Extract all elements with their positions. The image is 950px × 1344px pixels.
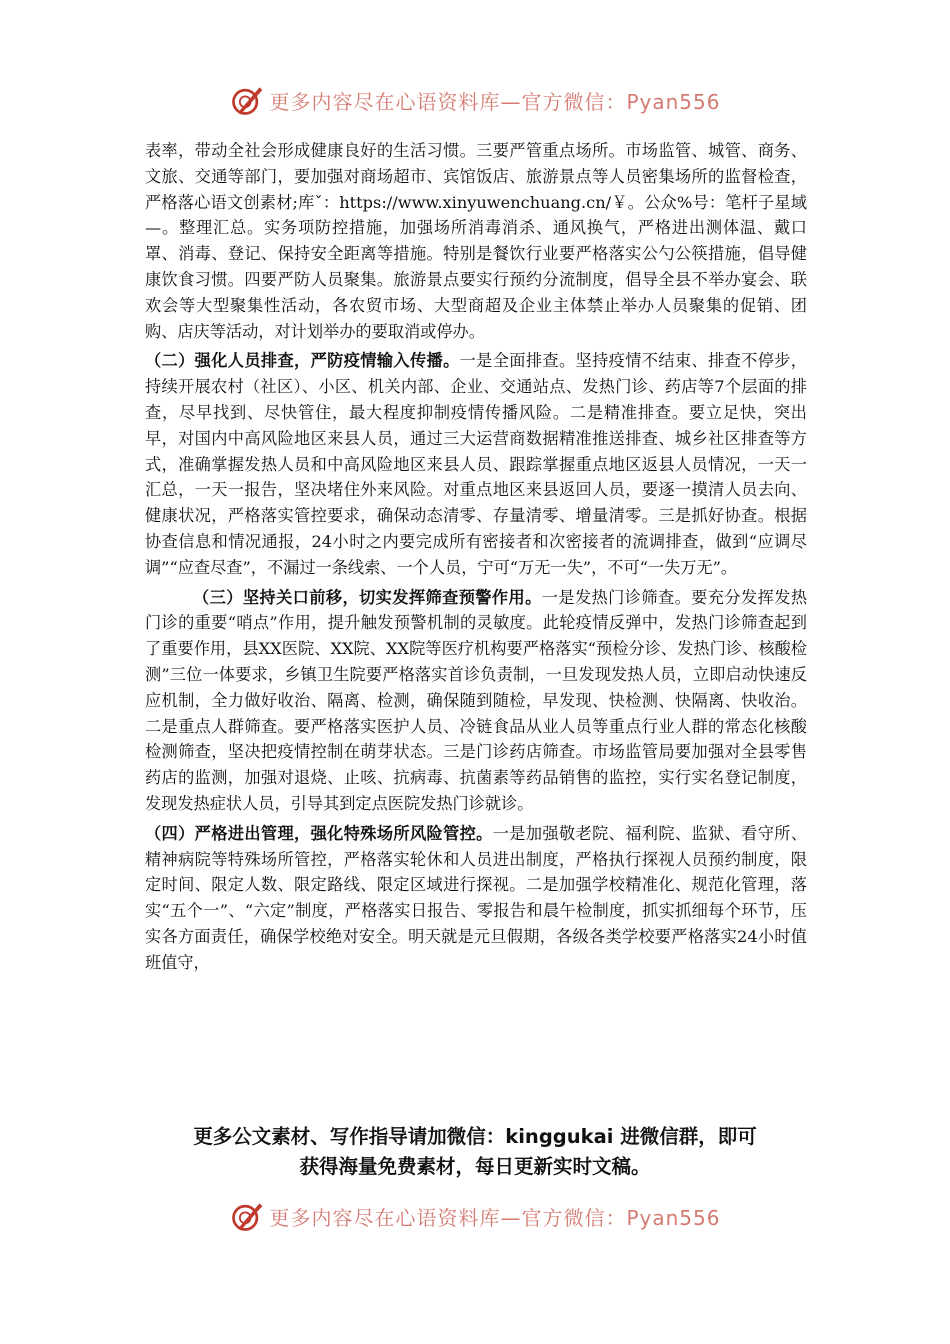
paragraph-text: 表率，带动全社会形成健康良好的生活习惯。三要严管重点场所。市场监管、城管、商务、文旅、交通等部门，要加强对商场超市、宾馆饭店、旅游景点等人员密集场所的监督检查，严格落心语文创素材;库ˇ：https://www.xinyuwenchuang.cn/￥。公众%号：笔杆子星域—。整理汇总。实务项防控措施，加强场所消毒消杀、通风换气，严格进出测体温、戴口罩、消毒、登记、保持安全距离等措施。特别是餐饮行业要严格落实公勺公筷措施，倡导健康饮食习惯。四要严防人员聚集。旅游景点要实行预约分流制度，倡导全县不举办宴会、联欢会等大型聚集性活动，各农贸市场、大型商超及企业主体禁止举办人员聚集的促销、团购、店庆等活动，对计划举办的要取消或停办。 bbox=[145, 141, 807, 341]
paragraph-2 bbox=[145, 348, 807, 580]
paragraph-text: 一是加强敬老院、福利院、监狱、看守所、精神病院等特殊场所管控，严格落实轮休和人员进出制度，严格执行探视人员预约制度，限定时间、限定人数、限定路线、限定区域进行探视。二是加强学校精准化、规范化管理，落实“五个一”、“六定”制度，严格落实日报告、零报告和晨午检制度，抓实抓细每个环节，压实各方面责任，确保学校绝对安全。明天就是元旦假期，各级各类学校要严格落实24小时值班值守， bbox=[145, 823, 808, 972]
paragraph-1 bbox=[145, 138, 807, 344]
watermark-footer bbox=[0, 1196, 950, 1236]
paragraph-3 bbox=[145, 585, 807, 817]
paragraph-lead: （三）坚持关口前移，切实发挥筛查预警作用。 bbox=[193, 587, 542, 607]
promo-line-2: 获得海量免费素材，每日更新实时文稿。 bbox=[299, 1155, 651, 1178]
pen-circle-logo-icon bbox=[229, 82, 265, 118]
watermark-text: 更多内容尽在心语资料库—官方微信：Pyan556 bbox=[269, 89, 721, 114]
watermark-header bbox=[0, 80, 950, 120]
paragraph-text: 一是全面排查。坚持疫情不结束、排查不停步，持续开展农村（社区）、小区、机关内部、企业、交通站点、发热门诊、药店等7个层面的排查，尽早找到、尽快管住，最大程度抑制疫情传播风险。二是精准排查。要立足快，突出早，对国内中高风险地区来县人员，通过三大运营商数据精准推送排查、城乡社区排查等方式，准确掌握发热人员和中高风险地区来县人员、跟踪掌握重点地区返县人员情况，一天一汇总，一天一报告，坚决堵住外来风险。对重点地区来县返回人员，要逐一摸清人员去向、健康状况，严格落实管控要求，确保动态清零、存量清零、增量清零。三是抓好协查。根据协查信息和情况通报，24小时之内要完成所有密接者和次密接者的流调排查，做到“应调尽调”“应查尽查”，不漏过一条线索、一个人员，宁可“万无一失”，不可“一失万无”。 bbox=[145, 351, 807, 577]
promo-line-1: 更多公文素材、写作指导请加微信：kinggukai 进微信群，即可 bbox=[193, 1125, 757, 1148]
paragraph-lead: （二）强化人员排查，严防疫情输入传播。 bbox=[145, 351, 460, 371]
paragraph-text: 一是发热门诊筛查。要充分发挥发热门诊的重要“哨点”作用，提升触发预警机制的灵敏度。此轮疫情反弹中，发热门诊筛查起到了重要作用，县XX医院、XX院、XX院等医疗机构要严格落实“预检分诊、发热门诊、核酸检测”三位一体要求，乡镇卫生院要严格落实首诊负责制，一旦发现发热人员，立即启动快速反应机制，全力做好收治、隔离、检测，确保随到随检，早发现、快检测、快隔离、快收治。二是重点人群筛查。要严格落实医护人员、冷链食品从业人员等重点行业人群的常态化核酸检测筛查，坚决把疫情控制在萌芽状态。三是门诊药店筛查。市场监管局要加强对全县零售药店的监测，加强对退烧、止咳、抗病毒、抗菌素等药品销售的监控，实行实名登记制度，发现发热症状人员，引导其到定点医院发热门诊就诊。 bbox=[145, 587, 808, 813]
pen-circle-logo-icon bbox=[229, 1198, 265, 1234]
promo-notice bbox=[100, 1122, 850, 1182]
paragraph-lead: （四）严格进出管理，强化特殊场所风险管控。 bbox=[145, 823, 493, 843]
watermark-text: 更多内容尽在心语资料库—官方微信：Pyan556 bbox=[269, 1205, 721, 1230]
document-body bbox=[145, 138, 807, 976]
paragraph-4 bbox=[145, 821, 807, 976]
